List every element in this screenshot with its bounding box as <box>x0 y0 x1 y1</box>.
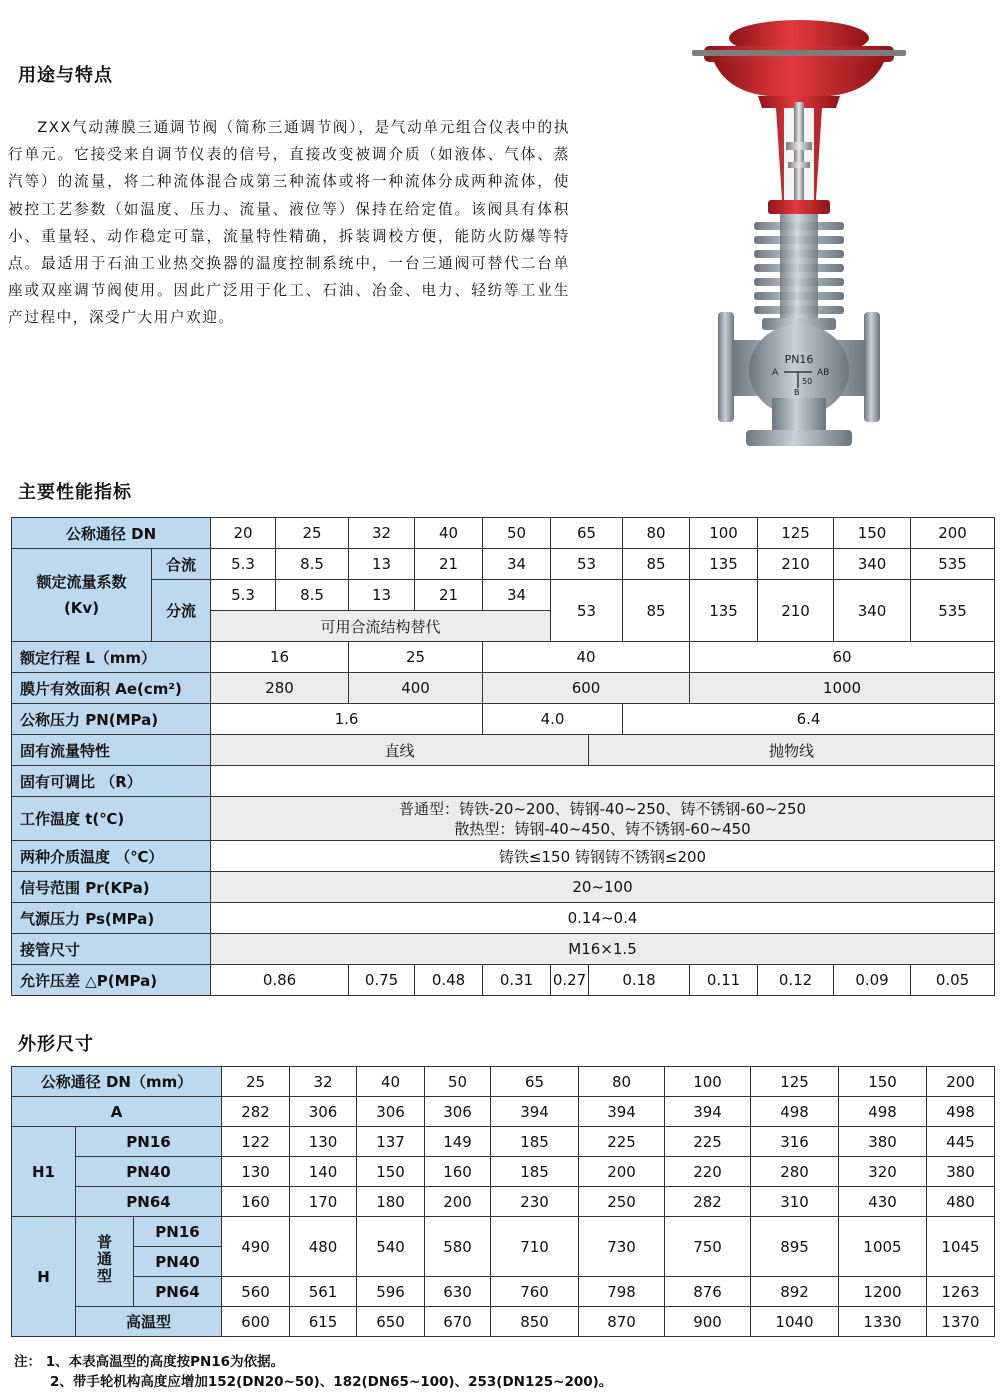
dims-h-pn16-40-cell: 490 <box>222 1217 290 1277</box>
perf-split-cell: 535 <box>911 580 995 642</box>
perf-split-label: 分流 <box>152 580 211 642</box>
dims-h-pn16-40-cell: 1005 <box>839 1217 927 1277</box>
perf-merge-cell: 34 <box>483 549 551 580</box>
dims-h1-pn40-label: PN40 <box>76 1157 222 1187</box>
dims-hightemp-cell: 600 <box>222 1307 290 1337</box>
dims-h1-pn40-cell: 200 <box>579 1157 665 1187</box>
perf-merge-cell: 85 <box>623 549 690 580</box>
valve-marking: PN16 <box>784 353 814 366</box>
dims-h1-pn16-cell: 185 <box>491 1127 579 1157</box>
perf-air-cell: 0.14~0.4 <box>211 903 995 934</box>
dims-h-pn16-label: PN16 <box>134 1217 222 1247</box>
dims-dn-cell: 50 <box>425 1067 491 1097</box>
dims-a-cell: 498 <box>839 1097 927 1127</box>
perf-split-cell: 85 <box>623 580 690 642</box>
perf-conn-cell: M16×1.5 <box>211 934 995 965</box>
perf-dp-cell: 0.75 <box>349 965 415 996</box>
dims-h-pn64-cell: 798 <box>579 1277 665 1307</box>
dims-h1-pn16-cell: 445 <box>927 1127 995 1157</box>
perf-dn-cell: 80 <box>623 518 690 549</box>
perf-split-cell: 13 <box>349 580 415 611</box>
perf-row-dp <box>12 965 995 996</box>
dims-dn-cell: 80 <box>579 1067 665 1097</box>
perf-temp-label: 工作温度 t(℃) <box>12 797 211 841</box>
perf-temp-line2: 散热型：铸钢-40~450、铸不锈钢-60~450 <box>454 819 751 838</box>
valve-dn: 50 <box>802 377 813 386</box>
dims-hightemp-cell: 870 <box>579 1307 665 1337</box>
dims-h-pn64-cell: 560 <box>222 1277 290 1307</box>
dims-row-h1-pn16 <box>12 1127 995 1157</box>
dims-a-cell: 498 <box>751 1097 839 1127</box>
intro-title: 用途与特点 <box>18 65 113 86</box>
dims-h1-pn64-cell: 230 <box>491 1187 579 1217</box>
perf-row-char <box>12 735 995 766</box>
perf-dp-cell: 0.18 <box>589 965 690 996</box>
note-2-text: 2、带手轮机构高度应增加152(DN20~50)、182(DN65~100)、253(DN125~200)。 <box>50 1374 613 1390</box>
dims-h-pn64-cell: 596 <box>357 1277 425 1307</box>
dims-h-pn64-cell: 561 <box>290 1277 357 1307</box>
dims-h-pn16-40-cell: 580 <box>425 1217 491 1277</box>
perf-pn-cell: 1.6 <box>211 704 483 735</box>
perf-pn-cell: 4.0 <box>483 704 623 735</box>
dims-h1-pn64-cell: 430 <box>839 1187 927 1217</box>
perf-dn-cell: 50 <box>483 518 551 549</box>
dims-hightemp-cell: 1040 <box>751 1307 839 1337</box>
perf-dn-cell: 40 <box>415 518 483 549</box>
perf-char-label: 固有流量特性 <box>12 735 211 766</box>
perf-row-medium-temp <box>12 841 995 872</box>
dims-dn-cell: 200 <box>927 1067 995 1097</box>
dims-dn-cell: 32 <box>290 1067 357 1097</box>
perf-merge-label: 合流 <box>152 549 211 580</box>
dims-dn-cell: 125 <box>751 1067 839 1097</box>
flange-bottom <box>746 430 852 446</box>
valve-port-b: B <box>794 388 800 397</box>
dims-h-pn64-label: PN64 <box>134 1277 222 1307</box>
perf-merge-cell: 53 <box>551 549 623 580</box>
perf-row-temp <box>12 797 995 841</box>
intro-paragraph: ZXX气动薄膜三通调节阀（简称三通调节阀），是气动单元组合仪表中的执行单元。它接受来自调节仪表的信号，直接改变被调介质（如液体、气体、蒸汽等）的流量，将二种流体混合成第三种流体或将一种流体分成两种流体，使被控工艺参数（如温度、压力、流量、液位等）保持在给定值。该阀具有体积小、重量轻、动作稳定可靠，流量特性精确，拆装调校方便，能防火防爆等特点。最适用于石油工业热交换器的温度控制系统中，一台三通阀可替代二台单座或双座调节阀使用。因此广泛用于化工、石油、冶金、电力、轻纺等工业生产过程中，深受广大用户欢迎。 <box>8 119 570 327</box>
cooling-fins <box>754 214 844 320</box>
perf-row-travel <box>12 642 995 673</box>
dims-hightemp-cell: 1330 <box>839 1307 927 1337</box>
perf-ratio-cell <box>211 766 995 797</box>
dims-h-pn16-40-cell: 540 <box>357 1217 425 1277</box>
dims-h1-pn40-cell: 220 <box>665 1157 751 1187</box>
perf-row-pn <box>12 704 995 735</box>
dims-h-pn16-40-cell: 710 <box>491 1217 579 1277</box>
dims-h1-pn64-cell: 310 <box>751 1187 839 1217</box>
perf-conn-label: 接管尺寸 <box>12 934 211 965</box>
perf-travel-cell: 40 <box>483 642 690 673</box>
dims-a-label: A <box>12 1097 222 1127</box>
dims-a-cell: 394 <box>665 1097 751 1127</box>
dims-h1-pn40-cell: 185 <box>491 1157 579 1187</box>
perf-dn-cell: 32 <box>349 518 415 549</box>
dims-h-pn16-40-cell: 730 <box>579 1217 665 1277</box>
perf-pn-cell: 6.4 <box>623 704 995 735</box>
perf-kv-label-line1: 额定流量系数 <box>36 573 127 591</box>
dims-h1-pn16-cell: 130 <box>290 1127 357 1157</box>
perf-ratio-label: 固有可调比 （R） <box>12 766 211 797</box>
perf-signal-label: 信号范围 Pr(KPa) <box>12 872 211 903</box>
perf-dp-cell: 0.86 <box>211 965 349 996</box>
dims-hightemp-cell: 1370 <box>927 1307 995 1337</box>
actuator-lower <box>714 62 884 96</box>
dims-a-cell: 306 <box>357 1097 425 1127</box>
perf-dn-cell: 125 <box>758 518 834 549</box>
dims-h-pn64-cell: 760 <box>491 1277 579 1307</box>
perf-merge-cell: 340 <box>834 549 911 580</box>
perf-dn-cell: 200 <box>911 518 995 549</box>
dims-h1-pn40-cell: 160 <box>425 1157 491 1187</box>
dims-h1-pn64-cell: 250 <box>579 1187 665 1217</box>
perf-row-kv-split <box>12 580 995 611</box>
perf-pn-label: 公称压力 PN(MPa) <box>12 704 211 735</box>
dims-h-pn64-cell: 630 <box>425 1277 491 1307</box>
dims-row-h1-pn40 <box>12 1157 995 1187</box>
dims-dn-label: 公称通径 DN（mm） <box>12 1067 222 1097</box>
perf-area-cell: 400 <box>349 673 483 704</box>
note-2 <box>14 1372 612 1392</box>
dims-row-dn <box>12 1067 995 1097</box>
perf-row-air <box>12 903 995 934</box>
perf-split-cell: 135 <box>690 580 758 642</box>
perf-dp-label: 允许压差 △P(MPa) <box>12 965 211 996</box>
dimensions-table <box>11 1066 995 1337</box>
dims-h1-pn16-label: PN16 <box>76 1127 222 1157</box>
dims-h-pn64-cell: 1200 <box>839 1277 927 1307</box>
perf-travel-cell: 60 <box>690 642 995 673</box>
perf-char-cell: 抛物线 <box>589 735 995 766</box>
dims-dn-cell: 40 <box>357 1067 425 1097</box>
perf-split-cell: 34 <box>483 580 551 611</box>
perf-merge-cell: 13 <box>349 549 415 580</box>
dims-dn-cell: 65 <box>491 1067 579 1097</box>
performance-table <box>11 517 995 996</box>
perf-row-ratio <box>12 766 995 797</box>
perf-split-cell: 21 <box>415 580 483 611</box>
perf-row-conn <box>12 934 995 965</box>
valve-stem <box>794 102 804 212</box>
dims-h1-pn16-cell: 380 <box>839 1127 927 1157</box>
perf-medium-temp-cell: 铸铁≤150 铸钢铸不锈钢≤200 <box>211 841 995 872</box>
perf-split-cell: 53 <box>551 580 623 642</box>
perf-area-cell: 600 <box>483 673 690 704</box>
dims-row-h-pn64 <box>12 1277 995 1307</box>
perf-split-cell: 210 <box>758 580 834 642</box>
dims-h1-pn64-cell: 282 <box>665 1187 751 1217</box>
dims-h1-pn40-cell: 320 <box>839 1157 927 1187</box>
perf-kv-label-line2: (Kv) <box>63 599 100 617</box>
perf-dp-cell: 0.11 <box>690 965 758 996</box>
dims-dn-cell: 100 <box>665 1067 751 1097</box>
perf-medium-temp-label: 两种介质温度 （℃） <box>12 841 211 872</box>
dims-a-cell: 394 <box>491 1097 579 1127</box>
dims-h1-pn64-cell: 180 <box>357 1187 425 1217</box>
perf-split-cell: 340 <box>834 580 911 642</box>
perf-dp-cell: 0.31 <box>483 965 551 996</box>
perf-split-cell: 8.5 <box>276 580 349 611</box>
dims-h-pn64-cell: 1263 <box>927 1277 995 1307</box>
perf-merge-cell: 135 <box>690 549 758 580</box>
note-1 <box>14 1352 612 1372</box>
perf-dn-cell: 65 <box>551 518 623 549</box>
perf-dp-cell: 0.05 <box>911 965 995 996</box>
dims-h1-label: H1 <box>12 1127 76 1217</box>
dims-h-label: H <box>12 1217 76 1337</box>
dims-hightemp-cell: 850 <box>491 1307 579 1337</box>
perf-temp-line1: 普通型：铸铁-20~200、铸钢-40~250、铸不锈钢-60~250 <box>398 799 807 818</box>
dims-h1-pn40-cell: 380 <box>927 1157 995 1187</box>
dims-row-hightemp <box>12 1307 995 1337</box>
perf-merge-cell: 21 <box>415 549 483 580</box>
perf-dn-label: 公称通径 DN <box>12 518 211 549</box>
dims-row-a <box>12 1097 995 1127</box>
dims-h1-pn64-label: PN64 <box>76 1187 222 1217</box>
dims-dn-cell: 25 <box>222 1067 290 1097</box>
dims-h-pn64-cell: 876 <box>665 1277 751 1307</box>
perf-area-label: 膜片有效面积 Ae(cm²) <box>12 673 211 704</box>
dims-hightemp-cell: 900 <box>665 1307 751 1337</box>
dims-row-h-pn16 <box>12 1217 995 1247</box>
dims-h1-pn16-cell: 149 <box>425 1127 491 1157</box>
dims-h1-pn40-cell: 150 <box>357 1157 425 1187</box>
perf-row-area <box>12 673 995 704</box>
dims-hightemp-cell: 615 <box>290 1307 357 1337</box>
perf-travel-label: 额定行程 L（mm） <box>12 642 211 673</box>
dims-h1-pn16-cell: 225 <box>579 1127 665 1157</box>
valve-photo <box>688 12 910 460</box>
perf-title: 主要性能指标 <box>18 482 132 503</box>
perf-dp-cell: 0.27 <box>551 965 589 996</box>
dims-h-pn16-40-cell: 750 <box>665 1217 751 1277</box>
dims-title: 外形尺寸 <box>18 1034 94 1055</box>
dims-h1-pn64-cell: 200 <box>425 1187 491 1217</box>
dims-a-cell: 394 <box>579 1097 665 1127</box>
perf-air-label: 气源压力 Ps(MPa) <box>12 903 211 934</box>
dims-a-cell: 306 <box>290 1097 357 1127</box>
perf-row-kv-merge <box>12 549 995 580</box>
dims-h1-pn16-cell: 137 <box>357 1127 425 1157</box>
dims-h1-pn40-cell: 130 <box>222 1157 290 1187</box>
dims-h1-pn16-cell: 225 <box>665 1127 751 1157</box>
valve-port-a: A <box>772 368 779 378</box>
flange-left <box>718 312 734 422</box>
dims-dn-cell: 150 <box>839 1067 927 1097</box>
dims-a-cell: 498 <box>927 1097 995 1127</box>
perf-char-cell: 直线 <box>211 735 589 766</box>
perf-split-note: 可用合流结构替代 <box>211 611 551 642</box>
dims-h-pn16-40-cell: 895 <box>751 1217 839 1277</box>
dims-hightemp-label: 高温型 <box>76 1307 222 1337</box>
dims-hightemp-cell: 670 <box>425 1307 491 1337</box>
flange-right <box>864 312 880 422</box>
perf-dp-cell: 0.09 <box>834 965 911 996</box>
perf-dp-cell: 0.48 <box>415 965 483 996</box>
perf-dn-cell: 25 <box>276 518 349 549</box>
perf-signal-cell: 20~100 <box>211 872 995 903</box>
perf-dn-cell: 150 <box>834 518 911 549</box>
perf-row-signal <box>12 872 995 903</box>
dims-h1-pn64-cell: 480 <box>927 1187 995 1217</box>
dims-h-pn64-cell: 892 <box>751 1277 839 1307</box>
valve-port-ab: AB <box>817 368 830 378</box>
perf-dn-cell: 100 <box>690 518 758 549</box>
perf-dp-cell: 0.12 <box>758 965 834 996</box>
dims-h-pn16-40-cell: 1045 <box>927 1217 995 1277</box>
perf-row-dn <box>12 518 995 549</box>
dims-h1-pn16-cell: 316 <box>751 1127 839 1157</box>
dims-normal-label-text: 普通型 <box>95 1234 113 1285</box>
note-prefix: 注： <box>14 1354 41 1370</box>
dims-h1-pn40-cell: 280 <box>751 1157 839 1187</box>
perf-merge-cell: 8.5 <box>276 549 349 580</box>
perf-kv-label <box>12 549 152 642</box>
perf-split-cell: 5.3 <box>211 580 276 611</box>
perf-travel-cell: 16 <box>211 642 349 673</box>
dims-hightemp-cell: 650 <box>357 1307 425 1337</box>
dims-h1-pn40-cell: 140 <box>290 1157 357 1187</box>
dims-h1-pn64-cell: 160 <box>222 1187 290 1217</box>
dims-h1-pn16-cell: 122 <box>222 1127 290 1157</box>
dims-normal-label <box>76 1217 134 1307</box>
perf-travel-cell: 25 <box>349 642 483 673</box>
perf-merge-cell: 210 <box>758 549 834 580</box>
dims-a-cell: 306 <box>425 1097 491 1127</box>
note-1-text: 1、本表高温型的高度按PN16为依据。 <box>45 1354 285 1370</box>
perf-temp-cell <box>211 797 995 841</box>
perf-area-cell: 1000 <box>690 673 995 704</box>
notes <box>14 1352 612 1392</box>
dims-h1-pn64-cell: 170 <box>290 1187 357 1217</box>
perf-dn-cell: 20 <box>211 518 276 549</box>
dims-a-cell: 282 <box>222 1097 290 1127</box>
perf-area-cell: 280 <box>211 673 349 704</box>
dims-h-pn40-label: PN40 <box>134 1247 222 1277</box>
perf-merge-cell: 535 <box>911 549 995 580</box>
dims-row-h1-pn64 <box>12 1187 995 1217</box>
perf-merge-cell: 5.3 <box>211 549 276 580</box>
dims-h-pn16-40-cell: 480 <box>290 1217 357 1277</box>
